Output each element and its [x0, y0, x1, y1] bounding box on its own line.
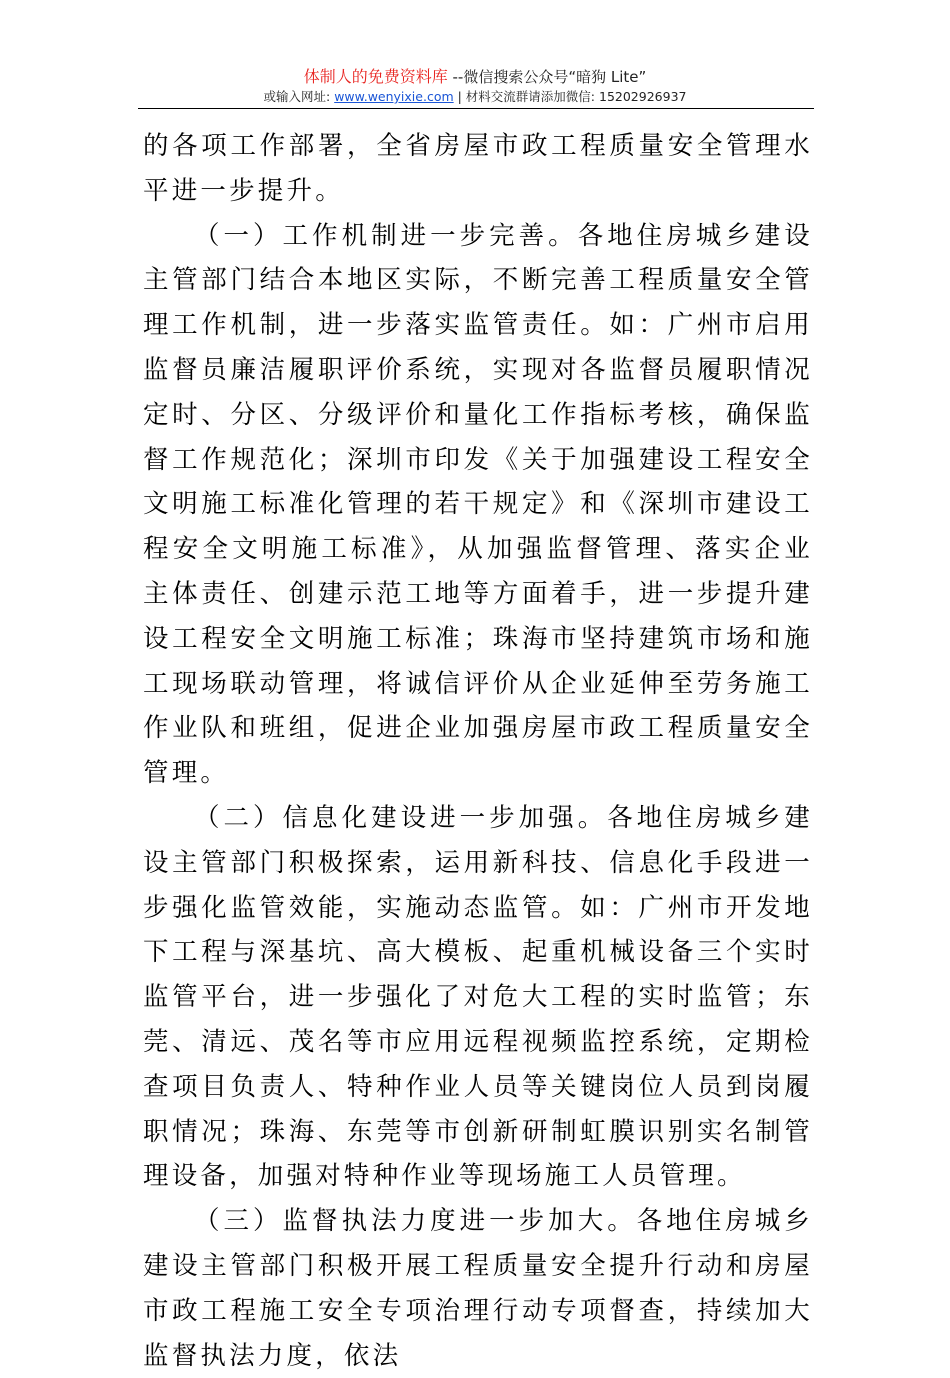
header-line-2 [0, 88, 950, 106]
header-url-prefix: 或输入网址: [263, 89, 331, 104]
paragraph-work-mechanism: （一）工作机制进一步完善。各地住房城乡建设主管部门结合本地区实际，不断完善工程质量安全管理工作机制，进一步落实监管责任。如：广州市启用监督员廉洁履职评价系统，实现对各监督员履职情况定时、分区、分级评价和量化工作指标考核，确保监督工作规范化；深圳市印发《关于加强建设工程安全文明施工标准化管理的若干规定》和《深圳市建设工程安全文明施工标准》，从加强监督管理、落实企业主体责任、创建示范工地等方面着手，进一步提升建设工程安全文明施工标准；珠海市坚持建筑市场和施工现场联动管理，将诚信评价从企业延伸至劳务施工作业队和班组，促进企业加强房屋市政工程质量安全管理。 [143, 220, 813, 789]
header-slogan: --微信搜索公众号“暗狗 Lite” [452, 68, 647, 86]
paragraph-enforcement: （三）监督执法力度进一步加大。各地住房城乡建设主管部门积极开展工程质量安全提升行动和房屋市政工程施工安全专项治理行动专项督查，持续加大监督执法力度，依法 [143, 1206, 813, 1371]
header-brand: 体制人的免费资料库 [303, 67, 448, 86]
paragraph-continuation: 的各项工作部署，全省房屋市政工程质量安全管理水平进一步提升。 [143, 131, 813, 206]
document-body [143, 124, 813, 1378]
paragraph-informatization: （二）信息化建设进一步加强。各地住房城乡建设主管部门积极探索，运用新科技、信息化手段进一步强化监管效能，实施动态监管。如：广州市开发地下工程与深基坑、高大模板、起重机械设备三个实时监管平台，进一步强化了对危大工程的实时监管；东莞、清远、茂名等市应用远程视频监控系统，定期检查项目负责人、特种作业人员等关键岗位人员到岗履职情况；珠海、东莞等市创新研制虹膜识别实名制管理设备，加强对特种作业等现场施工人员管理。 [143, 802, 813, 1192]
page-header [0, 66, 950, 106]
header-divider [138, 108, 814, 109]
header-url-link[interactable]: www.wenyixie.com [334, 89, 454, 104]
header-contact: | 材料交流群请添加微信: 15202926937 [457, 89, 687, 104]
header-line-1 [0, 66, 950, 88]
